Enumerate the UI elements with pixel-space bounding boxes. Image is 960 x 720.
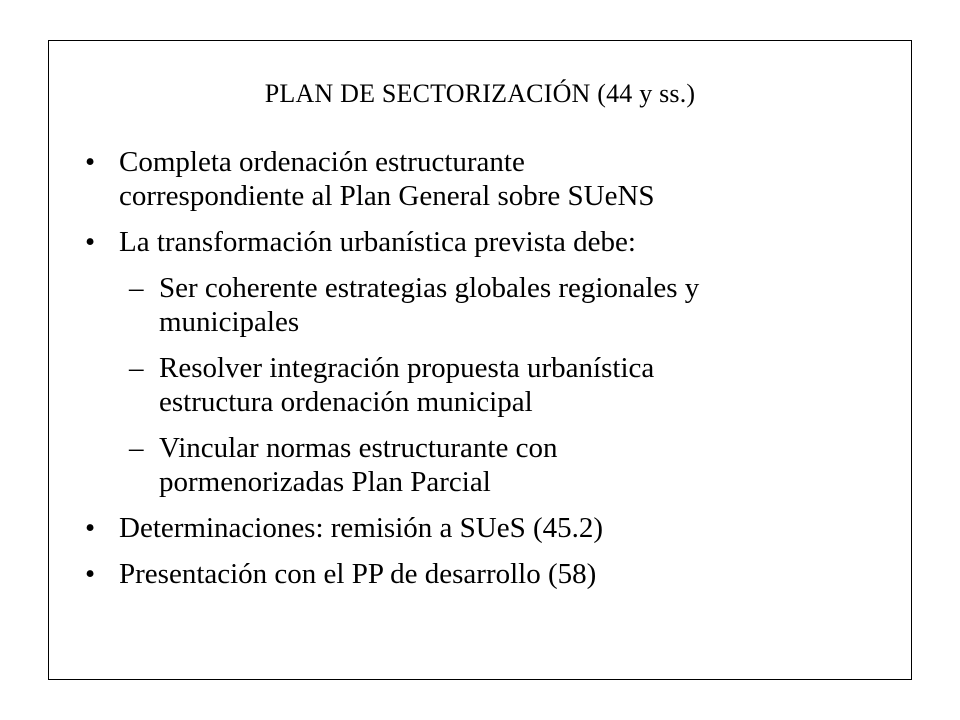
bullet-marker: • <box>85 226 96 258</box>
list-subitem-text: Vincular normas estructurante con <box>159 432 558 464</box>
list-subitem-text: Resolver integración propuesta urbanística <box>159 352 655 384</box>
list-subitem-text: estructura ordenación municipal <box>159 386 533 418</box>
bullet-marker: • <box>85 558 96 590</box>
bullet-list <box>85 145 885 603</box>
slide-title: PLAN DE SECTORIZACIÓN (44 y ss.) <box>264 79 696 108</box>
list-item <box>85 225 885 259</box>
list-item-text: La transformación urbanística prevista debe: <box>119 226 636 258</box>
bullet-marker: • <box>85 512 96 544</box>
dash-marker: – <box>129 352 144 384</box>
list-subitem-text: pormenorizadas Plan Parcial <box>159 466 491 498</box>
list-subitem-text: municipales <box>159 306 300 338</box>
list-item-text: Presentación con el PP de desarrollo (58) <box>119 558 597 590</box>
dash-marker: – <box>129 272 144 304</box>
slide-frame <box>48 40 912 680</box>
list-item-text: Determinaciones: remisión a SUeS (45.2) <box>119 512 604 544</box>
bullet-marker: • <box>85 146 96 178</box>
list-item-text: correspondiente al Plan General sobre SUeNS <box>119 180 655 212</box>
list-item <box>85 511 885 545</box>
list-subitem <box>85 431 885 499</box>
list-item <box>85 145 885 213</box>
list-subitem <box>85 271 885 339</box>
list-subitem <box>85 351 885 419</box>
list-item <box>85 557 885 591</box>
dash-marker: – <box>129 432 144 464</box>
list-subitem-text: Ser coherente estrategias globales regionales y <box>159 272 700 304</box>
list-item-text: Completa ordenación estructurante <box>119 146 525 178</box>
